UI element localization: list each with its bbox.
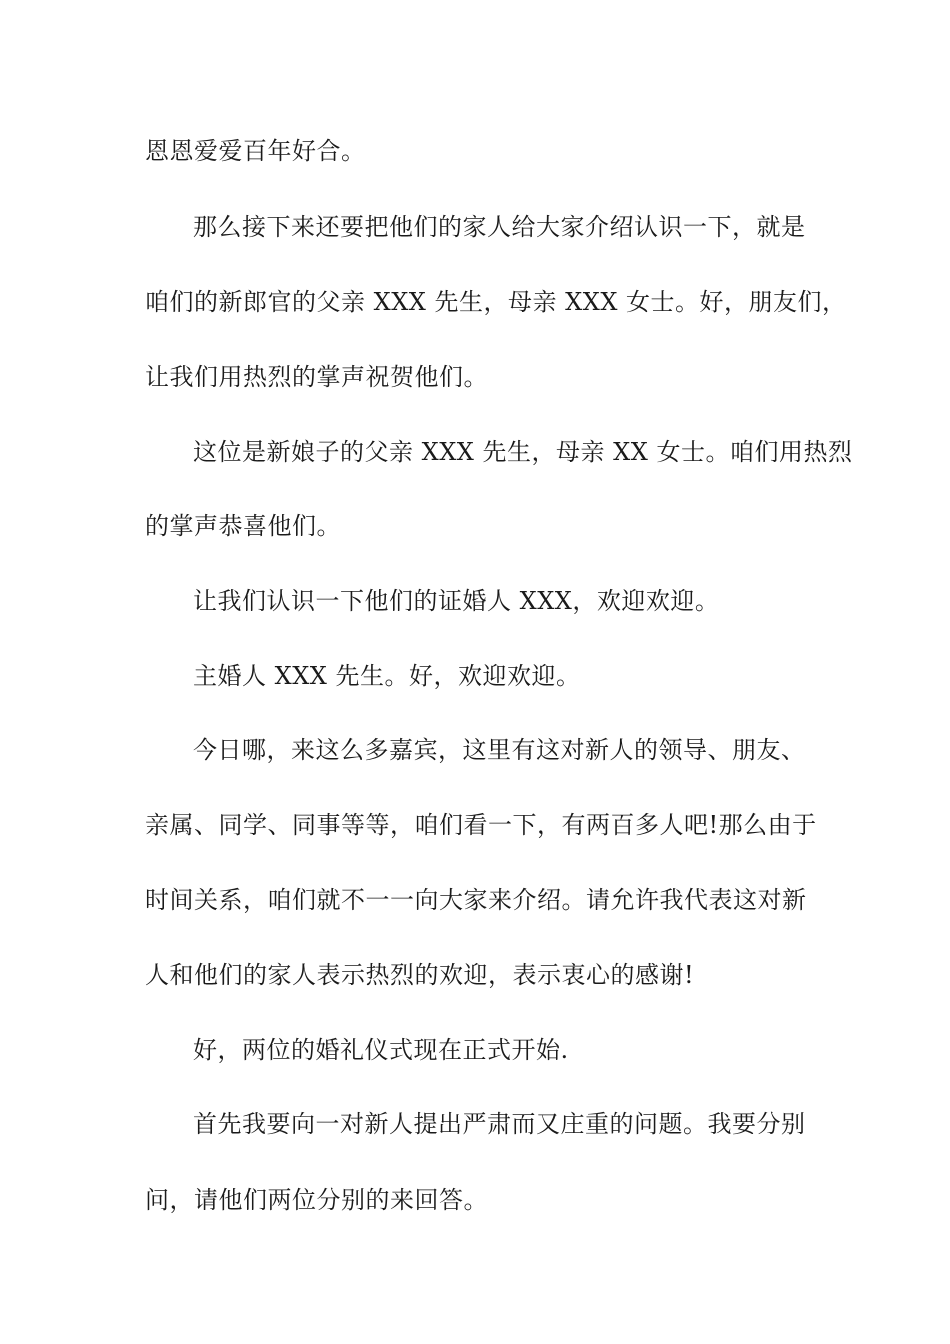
- text-line: 恩恩爱爱百年好合。: [145, 137, 366, 165]
- paragraph-line: 主婚人 XXX 先生。好，欢迎欢迎。: [193, 662, 581, 690]
- paragraph-line: 人和他们的家人表示热烈的欢迎，表示衷心的感谢!: [145, 961, 695, 989]
- paragraph-line: 咱们的新郎官的父亲 XXX 先生，母亲 XXX 女士。好，朋友们，: [145, 288, 847, 316]
- paragraph-line: 亲属、同学、同事等等，咱们看一下，有两百多人吧!那么由于: [145, 811, 817, 839]
- paragraph-line: 首先我要向一对新人提出严肃而又庄重的问题。我要分别: [193, 1110, 806, 1138]
- paragraph-line: 问，请他们两位分别的来回答。: [145, 1186, 488, 1214]
- paragraph-line: 那么接下来还要把他们的家人给大家介绍认识一下，就是: [193, 213, 806, 241]
- paragraph-line: 让我们用热烈的掌声祝贺他们。: [145, 363, 488, 391]
- paragraph-line: 今日哪，来这么多嘉宾，这里有这对新人的领导、朋友、: [193, 736, 806, 764]
- paragraph-line: 这位是新娘子的父亲 XXX 先生，母亲 XX 女士。咱们用热烈: [193, 438, 853, 466]
- paragraph-line: 好，两位的婚礼仪式现在正式开始.: [193, 1036, 569, 1064]
- paragraph-line: 的掌声恭喜他们。: [145, 512, 341, 540]
- paragraph-line: 让我们认识一下他们的证婚人 XXX，欢迎欢迎。: [193, 587, 720, 615]
- paragraph-line: 时间关系，咱们就不一一向大家来介绍。请允许我代表这对新: [145, 886, 807, 914]
